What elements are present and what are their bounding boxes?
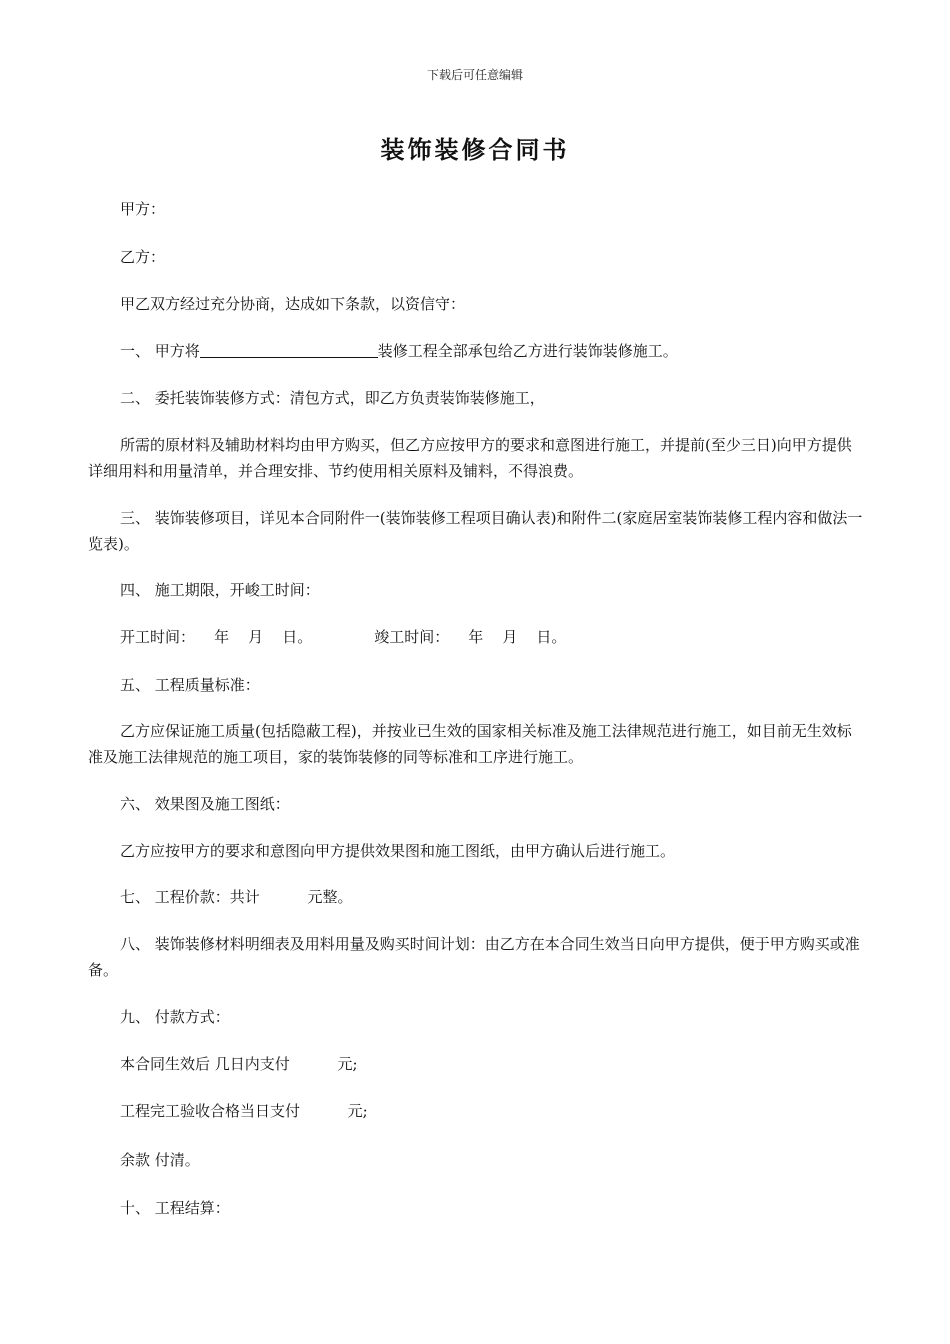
payment-line-1: 本合同生效后 几日内支付 元; (120, 1055, 358, 1073)
payment-line-2: 工程完工验收合格当日支付 元; (120, 1102, 368, 1120)
clause-5: 五、 工程质量标准： (120, 676, 260, 694)
clause-8: 八、 装饰装修材料明细表及用料用量及购买时间计划：由乙方在本合同生效当日向甲方提供，便于甲方购买或准备。 (88, 935, 860, 979)
header-note: 下载后可任意编辑 (426, 68, 523, 82)
clause-6: 六、 效果图及施工图纸： (120, 795, 290, 813)
start-date: 开工时间： 年 月 日。 (120, 628, 313, 646)
clause-1-suffix: 装修工程全部承包给乙方进行装饰装修施工。 (377, 342, 678, 360)
clause-4: 四、 施工期限，开峻工时间： (120, 581, 320, 599)
clause-7: 七、 工程价款：共计 元整。 (120, 888, 353, 906)
clause-6-detail: 乙方应按甲方的要求和意图向甲方提供效果图和施工图纸，由甲方确认后进行施工。 (120, 842, 676, 860)
fill-in-blank (200, 341, 378, 358)
clause-9: 九、 付款方式： (120, 1008, 230, 1026)
document-title: 装饰装修合同书 (380, 135, 570, 164)
intro-paragraph: 甲乙双方经过充分协商，达成如下条款，以资信守： (120, 295, 466, 313)
clause-3: 三、 装饰装修项目，详见本合同附件一(装饰装修工程项目确认表)和附件二(家庭居室装饰装修工程内容和做法一览表)。 (88, 509, 863, 553)
clause-2-detail: 所需的原材料及辅助材料均由甲方购买，但乙方应按甲方的要求和意图进行施工，并提前(至少三日)向甲方提供详细用料和用量清单，并合理安排、节约使用相关原料及铺料，不得浪费。 (88, 436, 852, 480)
clause-5-detail: 乙方应保证施工质量(包括隐蔽工程)，并按业已生效的国家相关标准及施工法律规范进行施工，如目前无生效标准及施工法律规范的施工项目，家的装饰装修的同等标准和工序进行施工。 (88, 722, 852, 766)
party-b-line: 乙方： (120, 248, 166, 266)
clause-1 (88, 338, 863, 364)
end-date: 竣工时间： 年 月 日。 (374, 628, 567, 646)
clause-10: 十、 工程结算： (120, 1199, 230, 1217)
clause-2: 二、 委托装饰装修方式：清包方式，即乙方负责装饰装修施工， (120, 389, 545, 407)
dates-line (88, 624, 863, 650)
party-a-line: 甲方： (120, 200, 166, 218)
clause-1-prefix: 一、 甲方将 (120, 342, 200, 360)
payment-line-3: 余款 付清。 (120, 1151, 200, 1169)
